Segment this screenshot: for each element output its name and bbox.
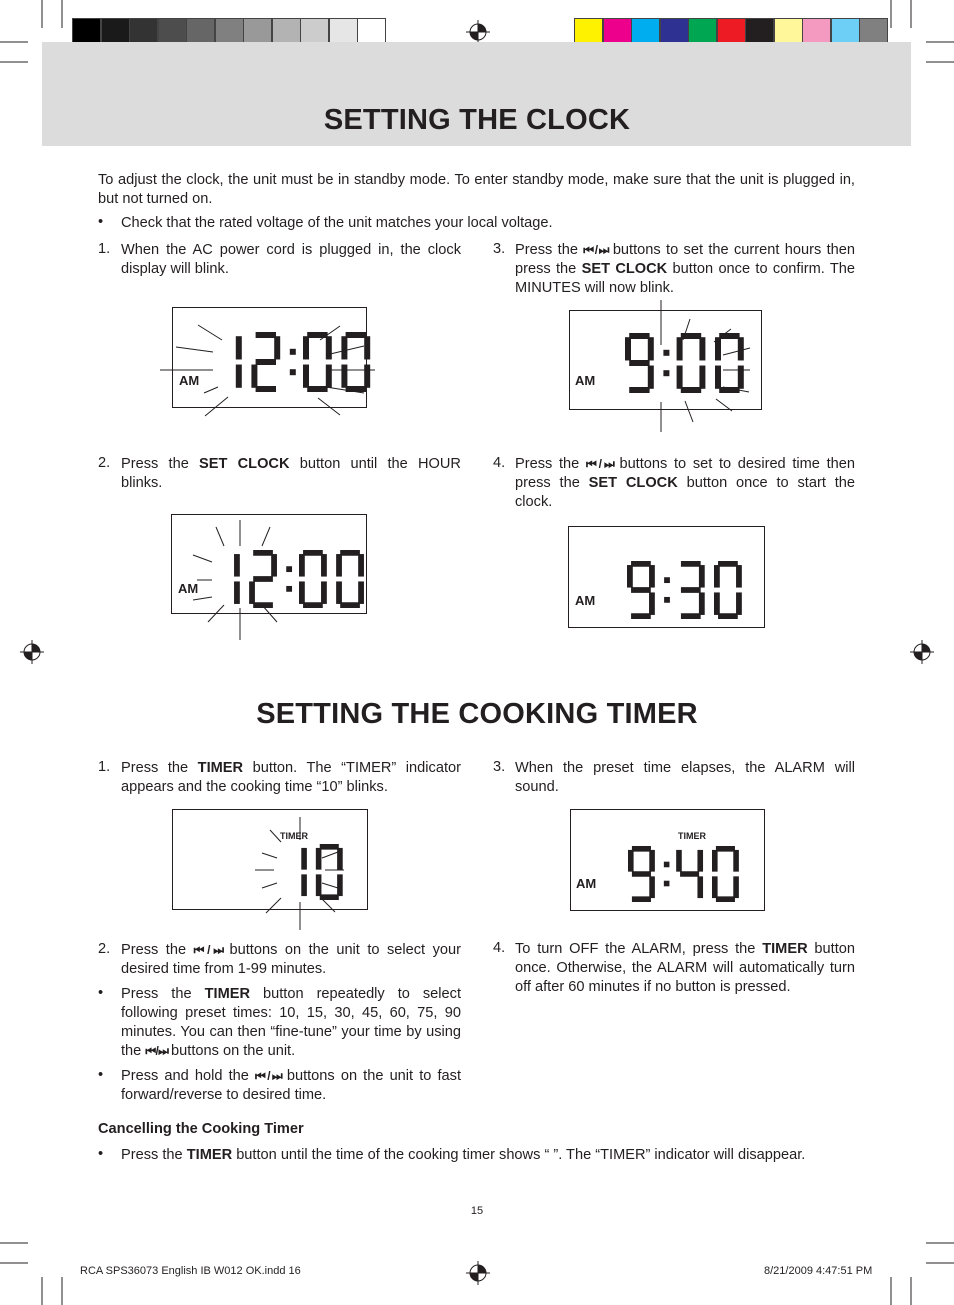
lcd-digits <box>628 846 748 906</box>
skip-buttons-icon: ⏮ / ⏭ <box>145 1044 167 1058</box>
bullet-dot: • <box>98 1067 104 1083</box>
clock-intro: To adjust the clock, the unit must be in standby mode. To enter standby mode, make sure that the unit is plugged in, but not turned on. <box>98 172 855 207</box>
cancel-timer-heading: Cancelling the Cooking Timer <box>98 1121 304 1137</box>
step-number: 3. <box>493 759 506 775</box>
am-indicator: AM <box>178 581 199 596</box>
timer-step-2: Press the ⏮ / ⏭ buttons on the unit to select your desired time from 1-99 minutes. <box>121 942 461 977</box>
bullet-dot: • <box>98 214 104 230</box>
step-number: 4. <box>493 940 506 956</box>
date-slug: 8/21/2009 4:47:51 PM <box>764 1265 873 1277</box>
bullet-dot: • <box>98 985 104 1001</box>
clock-step-1: When the AC power cord is plugged in, the clock display will blink. <box>121 242 461 277</box>
am-indicator: AM <box>575 373 596 388</box>
timer-indicator: TIMER <box>280 831 308 841</box>
file-slug: RCA SPS36073 English IB W012 OK.indd 16 <box>80 1265 301 1277</box>
timer-step-4: To turn OFF the ALARM, press the TIMER button once. Otherwise, the ALARM will automatically turn off after 60 minutes if no button is pressed. <box>515 941 855 995</box>
am-indicator: AM <box>179 373 200 388</box>
lcd-digit-display <box>628 846 748 902</box>
timer-step-1: Press the TIMER button. The “TIMER” indicator appears and the cooking time “10” blinks. <box>121 760 461 795</box>
bullet-dot: • <box>98 1146 104 1162</box>
am-indicator: AM <box>575 593 596 608</box>
step-number: 1. <box>98 759 111 775</box>
cancel-timer-text: Press the TIMER button until the time of the cooking timer shows “ ”. The “TIMER” indicator will disappear. <box>121 1147 806 1163</box>
timer-step-3: When the preset time elapses, the ALARM will sound. <box>515 760 855 795</box>
skip-buttons-icon: ⏮ / ⏭ <box>255 1069 281 1083</box>
clock-bullet: Check that the rated voltage of the unit matches your local voltage. <box>121 215 553 231</box>
step-number: 4. <box>493 455 506 471</box>
page-number: 15 <box>470 1205 484 1217</box>
clock-step-3: Press the ⏮ / ⏭ buttons to set the current hours then press the SET CLOCK button once to confirm. The MINUTES will now blink. <box>515 242 855 296</box>
timer-bullet-2: Press and hold the ⏮ / ⏭ buttons on the unit to fast forward/reverse to desired time. <box>121 1068 462 1103</box>
am-indicator: AM <box>576 876 597 891</box>
skip-buttons-icon: ⏮ / ⏭ <box>193 943 223 957</box>
step-number: 2. <box>98 941 111 957</box>
step-number: 2. <box>98 455 111 471</box>
lcd-display-alarm <box>570 809 765 911</box>
timer-bullet-1: Press the TIMER button repeatedly to select following preset times: 10, 15, 30, 45, 60, 75, 90 minutes. You can then “fine-tune” your time by using the ⏮ / ⏭ buttons on the unit. <box>121 986 461 1059</box>
timer-indicator: TIMER <box>678 831 706 841</box>
step-number: 3. <box>493 241 506 257</box>
section-title-timer: SETTING THE COOKING TIMER <box>256 698 698 730</box>
skip-buttons-icon: ⏮ / ⏭ <box>585 457 613 471</box>
section-title-clock: SETTING THE CLOCK <box>323 104 631 136</box>
skip-buttons-icon: ⏮ / ⏭ <box>583 243 608 257</box>
clock-step-2: Press the SET CLOCK button until the HOUR blinks. <box>121 456 461 491</box>
clock-step-4: Press the ⏮ / ⏭ buttons to set to desired time then press the SET CLOCK button once to start the clock. <box>515 456 856 510</box>
step-number: 1. <box>98 241 111 257</box>
